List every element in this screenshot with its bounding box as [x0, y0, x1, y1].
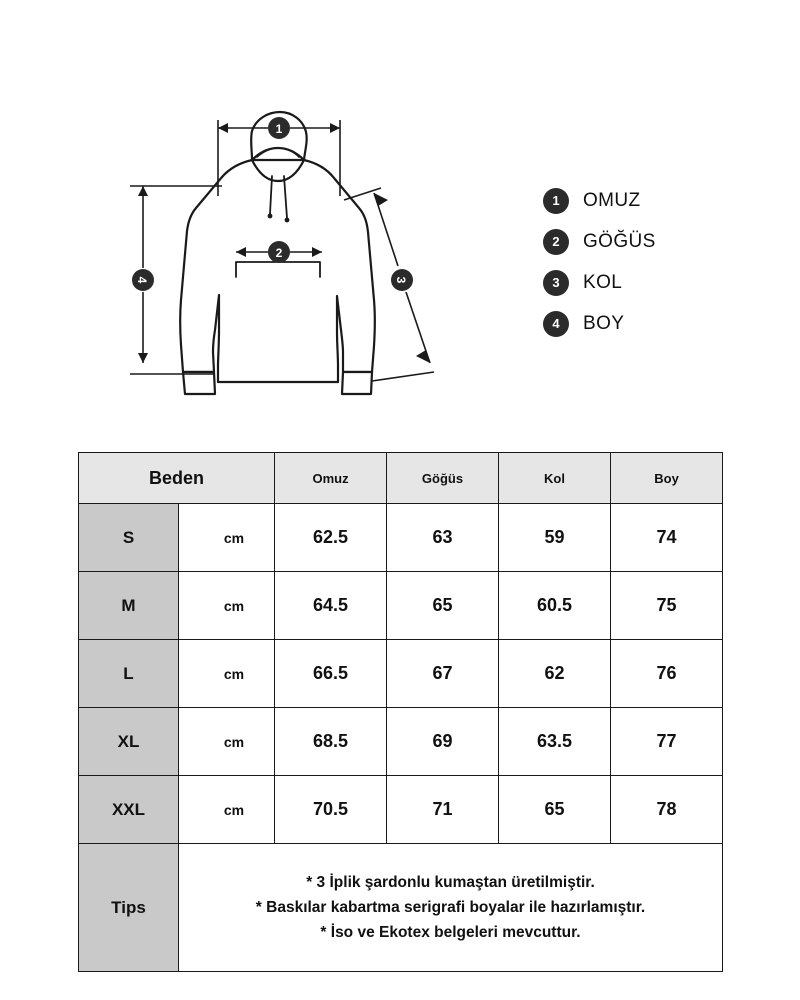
tips-row	[79, 844, 723, 972]
tips-line: * Baskılar kabartma serigrafi boyalar ile hazırlamıştır.	[255, 898, 646, 916]
svg-text:3: 3	[394, 276, 408, 284]
cell-kol: 63.5	[499, 708, 611, 776]
cell-omuz: 64.5	[275, 572, 387, 640]
cell-gogus: 63	[387, 504, 499, 572]
diagram-marker-4	[132, 269, 154, 291]
legend-badge-2: 2	[543, 229, 569, 255]
cell-unit: cm	[179, 708, 275, 776]
cell-kol: 60.5	[499, 572, 611, 640]
tips-line: * 3 İplik şardonlu kumaştan üretilmiştir.	[306, 873, 595, 891]
measurement-legend	[543, 180, 743, 344]
cell-unit: cm	[179, 504, 275, 572]
legend-label-omuz: OMUZ	[583, 189, 641, 211]
cell-omuz: 66.5	[275, 640, 387, 708]
svg-text:2: 2	[275, 246, 283, 260]
size-diagram	[0, 0, 800, 430]
cell-gogus: 67	[387, 640, 499, 708]
size-table	[78, 452, 723, 972]
cell-unit: cm	[179, 640, 275, 708]
cell-gogus: 65	[387, 572, 499, 640]
column-header-gogus: Göğüs	[387, 453, 499, 504]
cell-unit: cm	[179, 572, 275, 640]
table-row	[79, 708, 723, 776]
cell-size: M	[79, 572, 179, 640]
cell-unit: cm	[179, 776, 275, 844]
cell-boy: 76	[611, 640, 723, 708]
diagram-marker-1	[268, 117, 290, 139]
table-row	[79, 572, 723, 640]
legend-badge-4: 4	[543, 311, 569, 337]
legend-item-kol	[543, 262, 743, 303]
table-row	[79, 640, 723, 708]
column-header-boy: Boy	[611, 453, 723, 504]
diagram-marker-3	[391, 269, 413, 291]
legend-badge-1: 1	[543, 188, 569, 214]
legend-label-kol: KOL	[583, 271, 623, 293]
cell-omuz: 68.5	[275, 708, 387, 776]
size-table-container	[78, 452, 723, 972]
cell-kol: 59	[499, 504, 611, 572]
cell-kol: 62	[499, 640, 611, 708]
cell-size: L	[79, 640, 179, 708]
table-row	[79, 776, 723, 844]
svg-text:4: 4	[135, 276, 149, 284]
tips-body	[179, 844, 723, 972]
tips-label: Tips	[79, 844, 179, 972]
tips-line: * İso ve Ekotex belgeleri mevcuttur.	[320, 924, 581, 942]
legend-item-boy	[543, 303, 743, 344]
table-header-row	[79, 453, 723, 504]
diagram-marker-2	[268, 241, 290, 263]
legend-item-omuz	[543, 180, 743, 221]
cell-size: XL	[79, 708, 179, 776]
column-header-omuz: Omuz	[275, 453, 387, 504]
table-row	[79, 504, 723, 572]
legend-item-gogus	[543, 221, 743, 262]
cell-kol: 65	[499, 776, 611, 844]
cell-boy: 78	[611, 776, 723, 844]
cell-gogus: 69	[387, 708, 499, 776]
legend-label-boy: BOY	[583, 312, 625, 334]
legend-label-gogus: GÖĞÜS	[583, 230, 656, 252]
cell-boy: 75	[611, 572, 723, 640]
cell-omuz: 62.5	[275, 504, 387, 572]
cell-boy: 74	[611, 504, 723, 572]
cell-omuz: 70.5	[275, 776, 387, 844]
svg-text:1: 1	[275, 122, 283, 136]
column-header-beden: Beden	[79, 453, 275, 504]
cell-boy: 77	[611, 708, 723, 776]
legend-badge-3: 3	[543, 270, 569, 296]
column-header-kol: Kol	[499, 453, 611, 504]
cell-size: XXL	[79, 776, 179, 844]
cell-size: S	[79, 504, 179, 572]
cell-gogus: 71	[387, 776, 499, 844]
